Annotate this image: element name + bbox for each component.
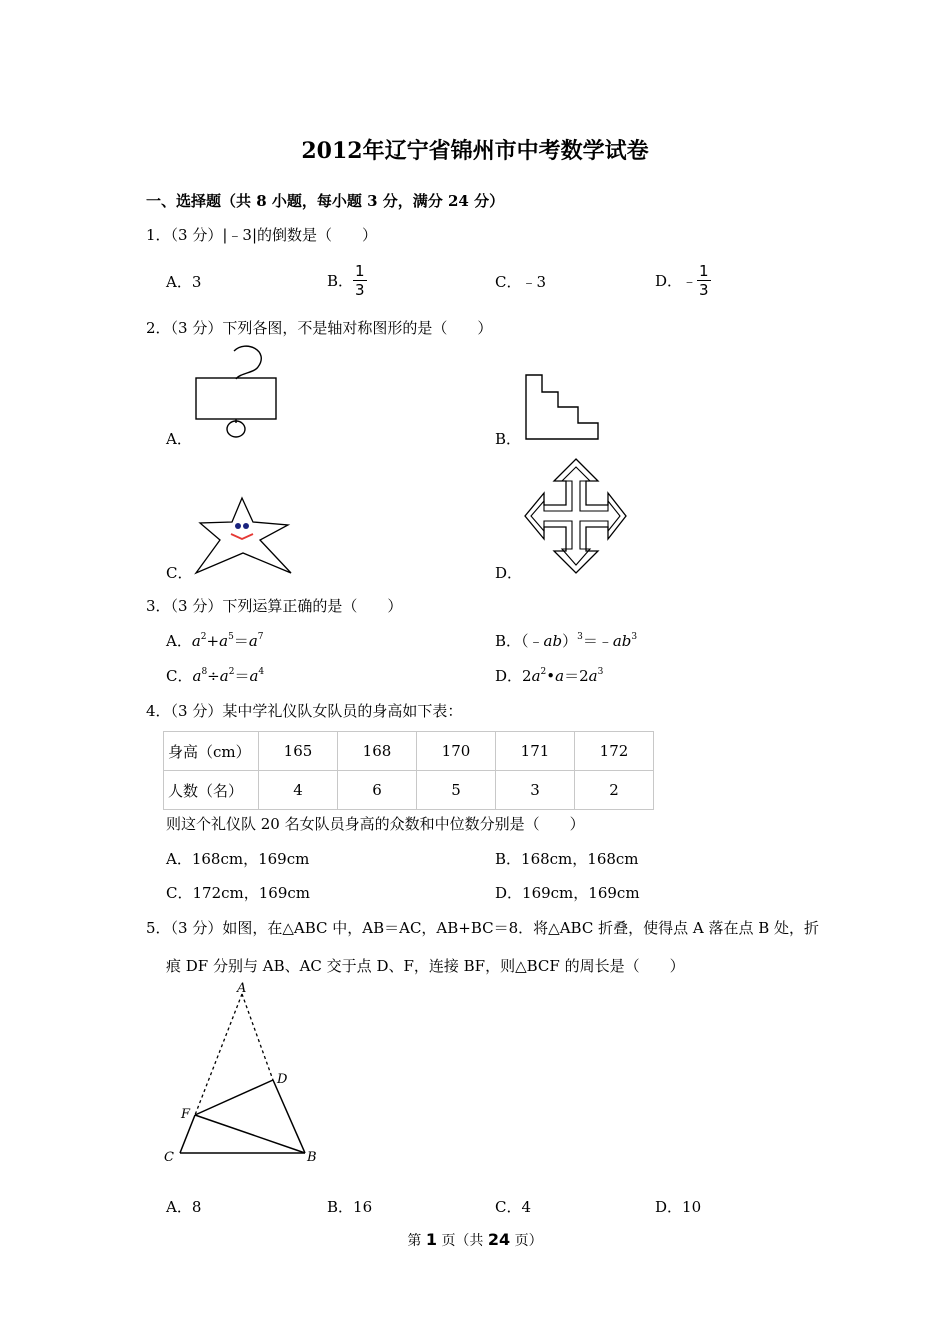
q2-stem: 2．（3 分）下列各图，不是轴对称图形的是（ ）	[146, 319, 493, 337]
q2-option-d: D．	[495, 564, 523, 582]
table-cell: 168	[338, 732, 417, 771]
q1-option-b-label: B．	[327, 272, 354, 290]
q1-option-d-fraction	[697, 262, 711, 299]
q1-option-d-label: D．﹣	[655, 272, 698, 290]
footer-suffix: 页）	[514, 1233, 543, 1249]
q4-option-a: A．168cm，169cm	[166, 850, 310, 868]
footer-prefix: 第	[407, 1233, 422, 1249]
table-cell: 172	[575, 732, 654, 771]
q2-option-c: C．	[166, 564, 193, 582]
table-cell: 5	[417, 771, 496, 810]
q2-option-a: A．	[166, 430, 192, 448]
point-label-a: A	[237, 981, 247, 996]
q3-stem: 3．（3 分）下列运算正确的是（ ）	[146, 597, 403, 615]
q3-option-c: C．$a^8\div a^2=a^4$	[166, 667, 265, 685]
table-row	[164, 771, 654, 810]
q5-option-b: B．16	[327, 1198, 373, 1216]
q4-stem: 4．（3 分）某中学礼仪队女队员的身高如下表：	[146, 702, 463, 720]
staircase-figure	[520, 370, 605, 445]
q3-option-d-label: D．	[495, 667, 523, 685]
q5-option-a: A．8	[166, 1198, 202, 1216]
fraction-numerator: 1	[355, 262, 365, 280]
fraction-denominator: 3	[355, 281, 365, 299]
q1-stem: 1．（3 分）|﹣3|的倒数是（ ）	[146, 226, 378, 244]
q1-option-b	[327, 262, 367, 299]
page-number: 1	[425, 1230, 437, 1249]
q1-option-a: A．3	[166, 273, 202, 291]
q2-option-b: B．	[495, 430, 522, 448]
q3-option-d: D．$2a^2•a=2a^3$	[495, 667, 604, 685]
triangle-fold-figure	[160, 980, 330, 1170]
table-row	[164, 732, 654, 771]
q4-option-b: B．168cm，168cm	[495, 850, 639, 868]
q3-option-a: A．$a^2+a^5=a^7$	[166, 632, 264, 650]
q5-stem-line1: 5．（3 分）如图，在△ABC 中，AB＝AC，AB+BC＝8．将△ABC 折叠，使得点 A 落在点 B 处，折	[146, 919, 820, 937]
total-pages: 24	[487, 1230, 511, 1249]
q5-stem-line2: 痕 DF 分别与 AB、AC 交于点 D、F，连接 BF，则△BCF 的周长是（ ）	[166, 957, 685, 975]
page-footer	[0, 1230, 950, 1250]
hook-rectangle-figure	[190, 345, 285, 445]
height-table	[163, 731, 654, 810]
table-header-cell: 身高（cm）	[164, 732, 259, 771]
table-cell: 171	[496, 732, 575, 771]
table-cell: 165	[259, 732, 338, 771]
table-cell: 4	[259, 771, 338, 810]
star-face-figure	[190, 495, 295, 580]
q1-option-b-fraction	[353, 262, 367, 299]
q1-option-c: C．﹣3	[495, 273, 547, 291]
q1-option-d	[655, 262, 711, 299]
q3-option-b: B．$(﹣ab)^3=﹣ab^3$	[495, 632, 638, 650]
point-label-b: B	[307, 1150, 317, 1165]
q4-option-d: D．169cm，169cm	[495, 884, 640, 902]
fraction-numerator: 1	[699, 262, 709, 280]
q3-option-b-label: B．	[495, 632, 522, 650]
page-title: 2012年辽宁省锦州市中考数学试卷	[301, 138, 649, 164]
point-label-f: F	[181, 1107, 191, 1122]
table-cell: 3	[496, 771, 575, 810]
q3-option-c-label: C．	[166, 667, 193, 685]
four-arrow-cross-figure	[520, 455, 632, 577]
q3-option-a-label: A．	[166, 632, 192, 650]
table-cell: 2	[575, 771, 654, 810]
q5-option-c: C．4	[495, 1198, 532, 1216]
table-header-cell: 人数（名）	[164, 771, 259, 810]
q4-question: 则这个礼仪队 20 名女队员身高的众数和中位数分别是（ ）	[166, 815, 585, 833]
footer-middle: 页（共	[441, 1233, 484, 1249]
q5-option-d: D．10	[655, 1198, 702, 1216]
table-cell: 170	[417, 732, 496, 771]
section-heading: 一、选择题（共 8 小题，每小题 3 分，满分 24 分）	[146, 192, 505, 210]
point-label-d: D	[277, 1072, 288, 1087]
fraction-denominator: 3	[699, 281, 709, 299]
table-cell: 6	[338, 771, 417, 810]
q4-option-c: C．172cm，169cm	[166, 884, 310, 902]
point-label-c: C	[164, 1150, 174, 1165]
